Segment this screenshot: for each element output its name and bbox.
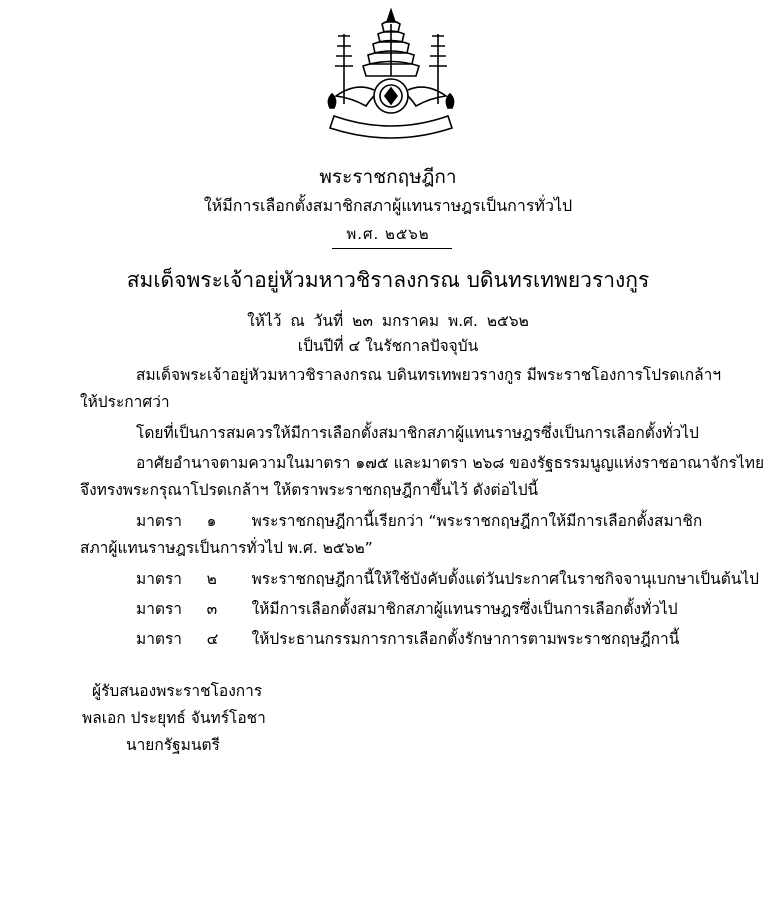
paragraph-line: สมเด็จพระเจ้าอยู่หัวมหาวชิราลงกรณ บดินทรเทพยวรางกูร มีพระราชโองการโปรดเกล้าฯ [136, 366, 722, 384]
paragraph-line: อาศัยอำนาจตามความในมาตรา ๑๗๕ และมาตรา ๒๖๘ ของรัฐธรรมนูญแห่งราชอาณาจักรไทย [136, 454, 765, 472]
section-4 [80, 626, 720, 653]
reign-year: เป็นปีที่ ๔ ในรัชกาลปัจจุบัน [297, 337, 479, 355]
section-text: ให้ประธานกรรมการการเลือกตั้งรักษาการตามพระราชกฤษฎีกานี้ [251, 630, 680, 648]
paragraph-authority [80, 450, 765, 504]
paragraph-proclamation [80, 362, 720, 416]
paragraph-whereas [80, 420, 720, 447]
section-3 [80, 596, 720, 623]
signatory-position: นายกรัฐมนตรี [126, 736, 220, 754]
section-label: มาตรา [136, 600, 183, 618]
section-text: ให้มีการเลือกตั้งสมาชิกสภาผู้แทนราษฎรซึ่งเป็นการเลือกตั้งทั่วไป [251, 600, 678, 618]
signatory-name: พลเอก ประยุทธ์ จันทร์โอชา [82, 709, 266, 727]
given-date: ให้ไว้ ณ วันที่ ๒๓ มกราคม พ.ศ. ๒๕๖๒ [247, 312, 529, 330]
section-text: พระราชกฤษฎีกานี้ให้ใช้บังคับตั้งแต่วันประกาศในราชกิจจานุเบกษาเป็นต้นไป [251, 570, 760, 588]
title-divider [332, 248, 452, 249]
section-number: ๒ [206, 570, 217, 588]
section-number: ๔ [206, 630, 219, 648]
section-label: มาตรา [136, 570, 183, 588]
king-name: สมเด็จพระเจ้าอยู่หัวมหาวชิราลงกรณ บดินทรเทพยวรางกูร [126, 268, 650, 292]
section-number: ๓ [206, 600, 218, 618]
section-2 [80, 566, 760, 593]
section-number: ๑ [206, 512, 217, 530]
section-text-continued: สภาผู้แทนราษฎรเป็นการทั่วไป พ.ศ. ๒๕๖๒” [80, 539, 373, 557]
royal-seal-drawing [316, 4, 466, 154]
section-1 [80, 508, 720, 562]
paragraph-line: โดยที่เป็นการสมควรให้มีการเลือกตั้งสมาชิกสภาผู้แทนราษฎรซึ่งเป็นการเลือกตั้งทั่วไป [136, 424, 699, 442]
section-text: พระราชกฤษฎีกานี้เรียกว่า “พระราชกฤษฎีกาให้มีการเลือกตั้งสมาชิก [251, 512, 703, 530]
document-title: พระราชกฤษฎีกา [319, 166, 457, 188]
paragraph-line: จึงทรงพระกรุณาโปรดเกล้าฯ ให้ตราพระราชกฤษฎีกาขึ้นไว้ ดังต่อไปนี้ [80, 481, 539, 499]
countersign-label: ผู้รับสนองพระราชโองการ [92, 682, 263, 700]
document-subtitle: ให้มีการเลือกตั้งสมาชิกสภาผู้แทนราษฎรเป็นการทั่วไป [203, 196, 573, 215]
paragraph-line: ให้ประกาศว่า [80, 393, 170, 411]
section-label: มาตรา [136, 630, 183, 648]
section-label: มาตรา [136, 512, 183, 530]
royal-seal-emblem-icon [316, 4, 466, 154]
document-year: พ.ศ. ๒๕๖๒ [346, 225, 430, 243]
